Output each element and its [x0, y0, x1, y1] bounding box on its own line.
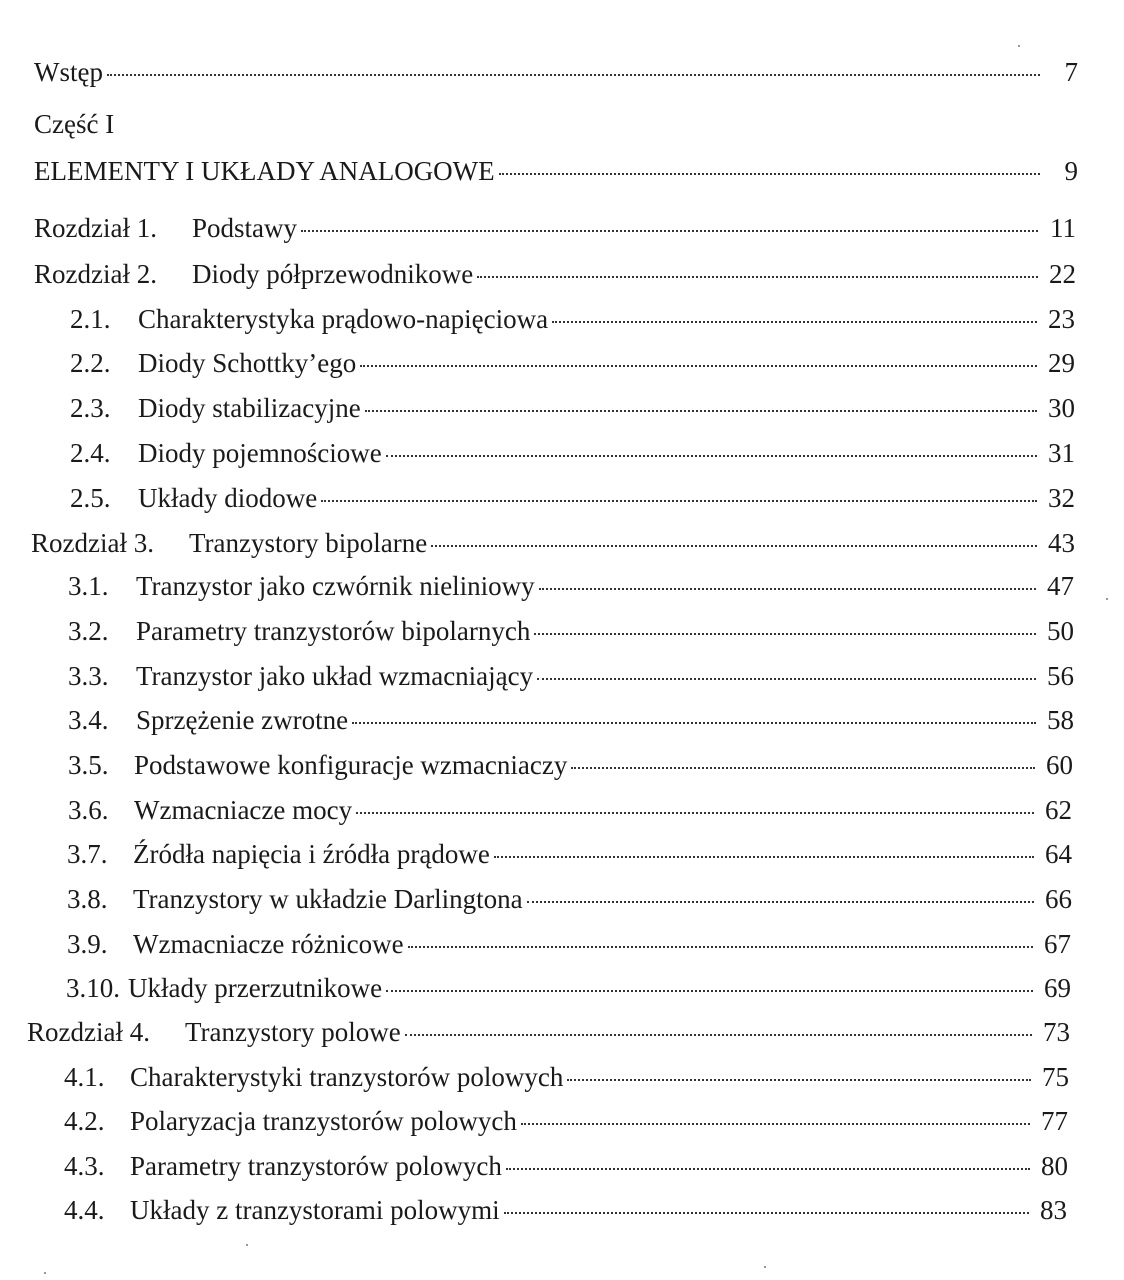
toc-entry-title: Polaryzacja tranzystorów polowych — [130, 1106, 517, 1136]
toc-entry-title: Podstawowe konfiguracje wzmacniaczy — [134, 750, 568, 780]
dot-leader — [537, 678, 1036, 680]
toc-section-entry — [64, 1194, 1067, 1226]
section-number: 3.2. — [68, 616, 109, 646]
toc-entry-title: Tranzystor jako układ wzmacniający — [136, 661, 534, 691]
toc-section-entry — [68, 704, 1074, 736]
toc-section-entry — [70, 347, 1075, 379]
section-number: 3.5. — [68, 750, 109, 780]
dot-leader — [506, 1168, 1030, 1170]
toc-page-number: 73 — [1043, 1017, 1070, 1047]
dot-leader — [386, 990, 1033, 992]
toc-entry-title: Tranzystory bipolarne — [189, 528, 428, 558]
section-number: 2.1. — [70, 304, 111, 334]
toc-entry-title: Diody Schottky’ego — [138, 348, 357, 378]
scan-speck — [246, 1244, 248, 1246]
toc-page-number: 22 — [1049, 259, 1076, 289]
dot-leader — [405, 1034, 1032, 1036]
part-label: Część I — [34, 109, 115, 139]
section-number: 3.9. — [67, 929, 108, 959]
dot-leader — [477, 276, 1038, 278]
toc-section-entry — [70, 482, 1075, 514]
section-number: 3.8. — [67, 884, 108, 914]
toc-section-entry — [68, 794, 1072, 826]
dot-leader — [534, 633, 1036, 635]
dot-leader — [499, 173, 1040, 175]
dot-leader — [301, 230, 1038, 232]
section-number: 4.4. — [64, 1195, 105, 1225]
dot-leader — [494, 856, 1034, 858]
dot-leader — [408, 946, 1033, 948]
toc-page-number: 83 — [1040, 1195, 1067, 1225]
section-number: 3.7. — [67, 839, 108, 869]
toc-section-entry — [67, 838, 1072, 870]
toc-entry-title: Układy przerzutnikowe — [128, 973, 383, 1003]
toc-page-number: 77 — [1041, 1106, 1068, 1136]
chapter-number: Rozdział 4. — [27, 1017, 150, 1047]
section-number: 3.4. — [68, 705, 109, 735]
toc-section-entry — [64, 1150, 1068, 1182]
toc-section-entry — [68, 749, 1073, 781]
toc-entry-title: Źródła napięcia i źródła prądowe — [133, 839, 490, 869]
toc-chapter-entry — [31, 527, 1075, 559]
toc-page-number: 58 — [1047, 705, 1074, 735]
toc-page-number: 11 — [1050, 213, 1076, 243]
dot-leader — [552, 321, 1037, 323]
toc-page-number: 7 — [1064, 57, 1078, 87]
section-number: 3.1. — [68, 571, 109, 601]
toc-entry-title: Tranzystory polowe — [185, 1017, 401, 1047]
toc-page-number: 29 — [1048, 348, 1075, 378]
section-number: 4.2. — [64, 1106, 105, 1136]
toc-entry-title: Parametry tranzystorów bipolarnych — [136, 616, 531, 646]
dot-leader — [107, 74, 1040, 76]
section-number: 3.3. — [68, 661, 109, 691]
part-title: ELEMENTY I UKŁADY ANALOGOWE — [34, 156, 495, 186]
dot-leader — [571, 767, 1035, 769]
scan-speck — [1018, 45, 1020, 47]
toc-entry-title: Wzmacniacze mocy — [134, 795, 353, 825]
toc-entry-intro — [34, 56, 1078, 88]
section-number: 2.4. — [70, 438, 111, 468]
chapter-number: Rozdział 1. — [34, 213, 157, 243]
dot-leader — [521, 1123, 1030, 1125]
section-number: 3.10. — [66, 973, 120, 1003]
toc-page-number: 23 — [1048, 304, 1075, 334]
dot-leader — [527, 901, 1034, 903]
toc-entry-title: Podstawy — [192, 213, 298, 243]
chapter-number: Rozdział 3. — [31, 528, 154, 558]
toc-page-number: 9 — [1064, 156, 1078, 186]
toc-entry-title: Parametry tranzystorów polowych — [130, 1151, 502, 1181]
scan-speck — [44, 1272, 46, 1274]
toc-page-number: 75 — [1042, 1062, 1069, 1092]
toc-page-number: 30 — [1048, 393, 1075, 423]
toc-entry-title: Sprzężenie zwrotne — [136, 705, 349, 735]
dot-leader — [356, 812, 1034, 814]
toc-entry-title: Diody stabilizacyjne — [138, 393, 361, 423]
section-number: 4.3. — [64, 1151, 105, 1181]
toc-page-number: 43 — [1048, 528, 1075, 558]
toc-page-number: 64 — [1045, 839, 1072, 869]
toc-section-entry — [64, 1061, 1069, 1093]
toc-page-number: 31 — [1048, 438, 1075, 468]
toc-section-entry — [64, 1105, 1068, 1137]
toc-chapter-entry — [34, 212, 1076, 244]
dot-leader — [352, 722, 1036, 724]
toc-entry-title: Diody półprzewodnikowe — [192, 259, 474, 289]
toc-section-entry — [68, 570, 1074, 602]
toc-section-entry — [66, 972, 1071, 1004]
dot-leader — [360, 365, 1037, 367]
toc-entry-part-title — [34, 155, 1078, 187]
scan-speck — [1106, 598, 1108, 600]
toc-section-entry — [70, 303, 1075, 335]
dot-leader — [504, 1212, 1029, 1214]
toc-entry-title: Diody pojemnościowe — [138, 438, 382, 468]
toc-entry-title: Wzmacniacze różnicowe — [133, 929, 404, 959]
toc-section-entry — [67, 928, 1071, 960]
dot-leader — [321, 500, 1037, 502]
toc-section-entry — [70, 437, 1075, 469]
toc-page-number: 67 — [1044, 929, 1071, 959]
section-number: 2.2. — [70, 348, 111, 378]
dot-leader — [539, 588, 1036, 590]
section-number: 2.5. — [70, 483, 111, 513]
toc-entry-title: Układy z tranzystorami polowymi — [130, 1195, 500, 1225]
chapter-number: Rozdział 2. — [34, 259, 157, 289]
toc-page-number: 32 — [1048, 483, 1075, 513]
toc-page-number: 60 — [1046, 750, 1073, 780]
toc-entry-title: Charakterystyki tranzystorów polowych — [130, 1062, 564, 1092]
toc-page-number: 50 — [1047, 616, 1074, 646]
toc-page-number: 62 — [1045, 795, 1072, 825]
toc-page-number: 69 — [1044, 973, 1071, 1003]
toc-page-number: 47 — [1047, 571, 1074, 601]
dot-leader — [365, 410, 1037, 412]
dot-leader — [386, 455, 1037, 457]
toc-section-entry — [70, 392, 1075, 424]
toc-entry-title: Charakterystyka prądowo-napięciowa — [138, 304, 549, 334]
toc-page-number: 80 — [1041, 1151, 1068, 1181]
dot-leader — [567, 1079, 1031, 1081]
section-number: 2.3. — [70, 393, 111, 423]
toc-section-entry — [68, 660, 1074, 692]
toc-chapter-entry — [34, 258, 1076, 290]
toc-entry-title: Układy diodowe — [138, 483, 318, 513]
toc-section-entry — [67, 883, 1072, 915]
toc-page-number: 66 — [1045, 884, 1072, 914]
toc-page-number: 56 — [1047, 661, 1074, 691]
dot-leader — [431, 545, 1037, 547]
scan-speck — [764, 1266, 766, 1268]
toc-section-entry — [68, 615, 1074, 647]
section-number: 4.1. — [64, 1062, 105, 1092]
toc-entry-title: Wstęp — [34, 57, 103, 87]
toc-entry-title: Tranzystor jako czwórnik nieliniowy — [136, 571, 535, 601]
toc-chapter-entry — [27, 1016, 1070, 1048]
toc-entry-title: Tranzystory w układzie Darlingtona — [133, 884, 523, 914]
section-number: 3.6. — [68, 795, 109, 825]
